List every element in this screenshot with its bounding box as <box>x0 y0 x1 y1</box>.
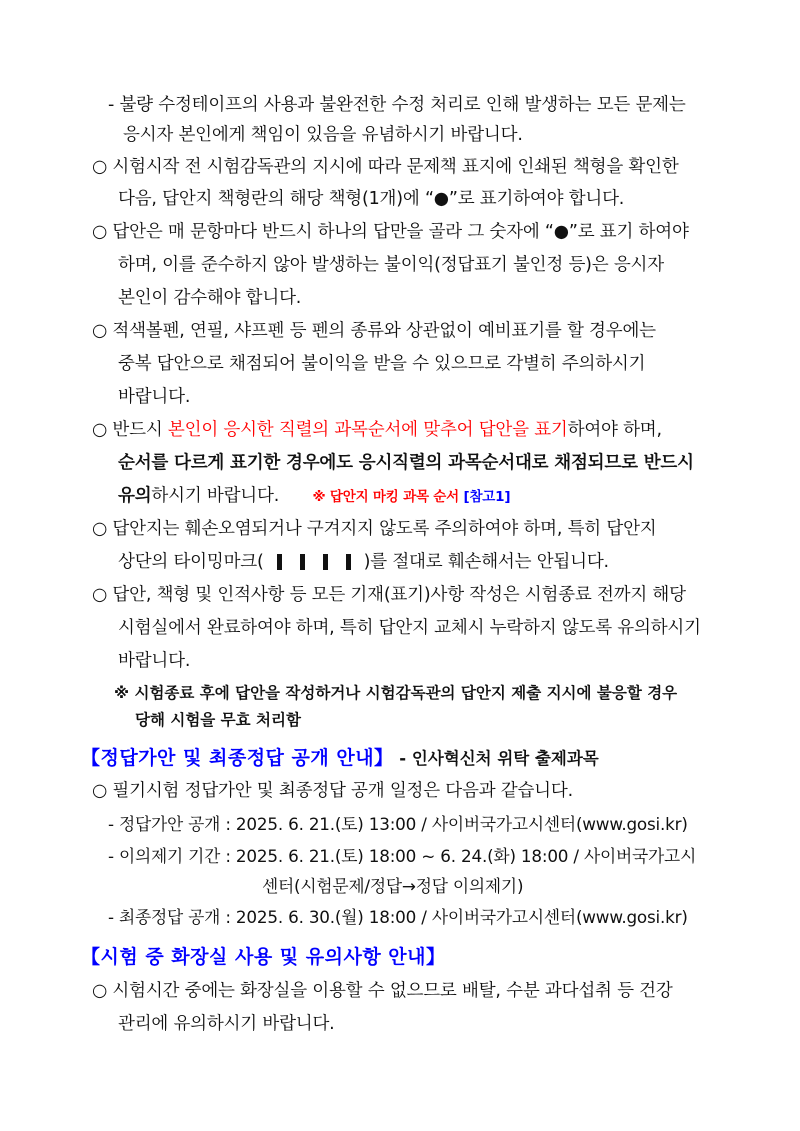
text-segment: ○ 반드시 <box>92 420 168 440</box>
bullet-item: ○ 필기시험 정답가안 및 최종정답 공개 일정은 다음과 같습니다. <box>92 781 573 801</box>
notice-line: 당해 시험을 무효 처리함 <box>135 711 301 729</box>
text-line: 응시자 본인에게 책임이 있음을 유념하시기 바랍니다. <box>123 125 523 145</box>
text-line: 중복 답안으로 채점되어 불이익을 받을 수 있으므로 각별히 주의하시기 <box>118 354 646 374</box>
text-segment: 상단의 타이밍마크( <box>118 552 264 572</box>
schedule-item: - 최종정답 공개 : 2025. 6. 30.(월) 18:00 / 사이버국가고시센터(www.gosi.kr) <box>108 907 688 927</box>
reference-note <box>312 489 510 505</box>
text-line: 본인이 감수해야 합니다. <box>118 288 302 308</box>
text-segment: 하여야 하며, <box>567 420 662 440</box>
schedule-item-continued: 센터(시험문제/정답→정답 이의제기) <box>262 876 524 896</box>
bullet-item: ○ 답안, 책형 및 인적사항 등 모든 기재(표기)사항 작성은 시험종료 전까지 해당 <box>92 585 686 605</box>
bullet-item: ○ 답안은 매 문항마다 반드시 하나의 답만을 골라 그 숫자에 “●”로 표기 하여야 <box>92 222 689 242</box>
bullet-item: ○ 시험시간 중에는 화장실을 이용할 수 없으므로 배탈, 수분 과다섭취 등 건강 <box>92 981 673 1001</box>
reference-label: ※ 답안지 마킹 과목 순서 <box>312 489 464 505</box>
text-line <box>118 483 510 510</box>
bold-text-line: 순서를 다르게 표기한 경우에도 응시직렬의 과목순서대로 채점되므로 반드시 <box>118 453 694 473</box>
bullet-item: ○ 답안지는 훼손오염되거나 구겨지지 않도록 주의하여야 하며, 특히 답안지 <box>92 519 657 539</box>
text-line: 관리에 유의하시기 바랍니다. <box>118 1014 335 1034</box>
section-subtitle: - 인사혁신처 위탁 출제과목 <box>393 749 599 768</box>
bullet-item: ○ 시험시작 전 시험감독관의 지시에 따라 문제책 표지에 인쇄된 책형을 확인한 <box>92 157 679 177</box>
schedule-item: - 정답가안 공개 : 2025. 6. 21.(토) 13:00 / 사이버국가고시센터(www.gosi.kr) <box>108 814 688 834</box>
timing-mark <box>277 554 282 570</box>
section-heading-restroom: 【시험 중 화장실 사용 및 유의사항 안내】 <box>81 946 446 968</box>
highlighted-text: 본인이 응시한 직렬의 과목순서에 맞추어 답안을 표기 <box>167 420 568 440</box>
section-title: 【정답가안 및 최종정답 공개 안내】 <box>81 747 394 769</box>
timing-mark <box>346 554 351 570</box>
text-line <box>118 549 609 575</box>
text-line: 시험실에서 완료하여야 하며, 특히 답안지 교체시 누락하지 않도록 유의하시기 <box>118 618 701 638</box>
bold-text: 유의 <box>118 486 152 506</box>
schedule-item: - 이의제기 기간 : 2025. 6. 21.(토) 18:00 ~ 6. 24.(화) 18:00 / 사이버국가고시 <box>108 846 697 866</box>
text-line: 바랍니다. <box>118 387 191 407</box>
text-segment: )를 절대로 훼손해서는 안됩니다. <box>363 552 609 572</box>
section-heading-answers <box>81 744 599 773</box>
timing-mark <box>300 554 305 570</box>
bullet-item: ○ 적색볼펜, 연필, 샤프펜 등 펜의 종류와 상관없이 예비표기를 할 경우에는 <box>92 321 656 341</box>
reference-link[interactable]: [참고1] <box>463 489 511 505</box>
text-line: 하며, 이를 준수하지 않아 발생하는 불이익(정답표기 불인정 등)은 응시자 <box>118 255 664 275</box>
notice-line: ※ 시험종료 후에 답안을 작성하거나 시험감독관의 답안지 제출 지시에 불응할 경우 <box>114 684 678 702</box>
timing-marks <box>268 549 360 575</box>
timing-mark <box>323 554 328 570</box>
text-line: - 불량 수정테이프의 사용과 불완전한 수정 처리로 인해 발생하는 모든 문제는 <box>108 95 686 115</box>
text-segment: 하시기 바랍니다. <box>151 486 280 506</box>
text-line: 바랍니다. <box>118 651 191 671</box>
bullet-item <box>92 417 662 443</box>
text-line: 다음, 답안지 책형란의 해당 책형(1개)에 “●”로 표기하여야 합니다. <box>118 189 625 209</box>
